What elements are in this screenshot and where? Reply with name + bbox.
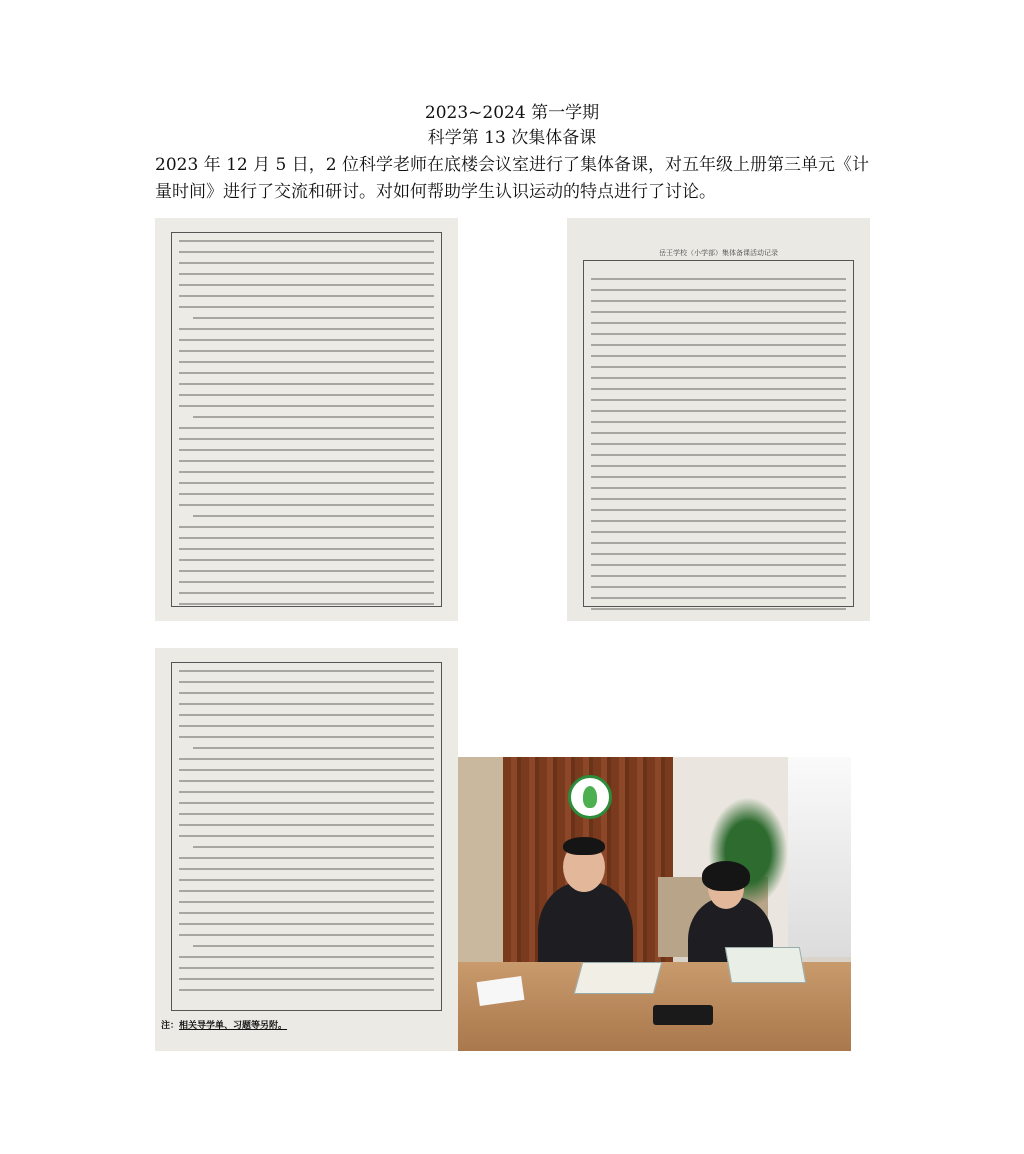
document-text-line (179, 681, 434, 683)
document-text-line (179, 295, 434, 297)
meeting-photo (458, 757, 851, 1051)
note-label: 注： (161, 1021, 180, 1031)
teacher-female-hair (702, 861, 750, 891)
document-photo-3 (155, 648, 458, 1051)
document-text-line (179, 251, 434, 253)
document-text-line (179, 603, 434, 605)
document-text-line (179, 813, 434, 815)
document-text-line (179, 339, 434, 341)
document-photo-1 (155, 218, 458, 621)
document-text-line (591, 366, 846, 368)
document-text-line (591, 333, 846, 335)
document-text-line (179, 306, 434, 308)
document-text-line (179, 383, 434, 385)
document-text-line (591, 421, 846, 423)
document-text-line (179, 350, 434, 352)
document-text-line (179, 923, 434, 925)
document-text-line (179, 791, 434, 793)
document-text-line (591, 278, 846, 280)
document-text-line (179, 780, 434, 782)
document-text-line (179, 559, 434, 561)
document-text-line (179, 857, 434, 859)
teacher-male-hair (563, 837, 605, 855)
document-text-line (591, 311, 846, 313)
document-text-line (591, 377, 846, 379)
document-text-line (591, 553, 846, 555)
document-text-line (193, 747, 434, 749)
document-text-line (179, 504, 434, 506)
document-text-line (179, 493, 434, 495)
document-page-frame (171, 232, 442, 607)
document-text-line (591, 487, 846, 489)
document-text-line (179, 758, 434, 760)
document-text-line (591, 597, 846, 599)
document-text-line (179, 736, 434, 738)
document-text-line (591, 443, 846, 445)
left-wall (458, 757, 503, 977)
document-text-line (179, 460, 434, 462)
document-text-line (179, 471, 434, 473)
document-text-line (591, 608, 846, 610)
document-text-line (193, 317, 434, 319)
document-text-line (179, 967, 434, 969)
document-text-line (179, 361, 434, 363)
document-text-line (179, 449, 434, 451)
document-text-line (591, 432, 846, 434)
document-text-line (591, 476, 846, 478)
document-text-line (179, 890, 434, 892)
document-text-line (179, 438, 434, 440)
document-text-line (179, 581, 434, 583)
book (574, 962, 663, 994)
document-text-line (179, 328, 434, 330)
note-content: 相关导学单、习题等另附。 (179, 1021, 288, 1031)
semester-title: 2023~2024 第一学期 (424, 103, 600, 123)
document-text-line (179, 692, 434, 694)
document-note (161, 1018, 287, 1031)
document-text-line (193, 846, 434, 848)
document-text-line (591, 531, 846, 533)
document-text-line (179, 989, 434, 991)
document-text-line (591, 355, 846, 357)
document-text-line (179, 284, 434, 286)
document-text-line (179, 405, 434, 407)
document-text-line (179, 725, 434, 727)
document-text-line (591, 322, 846, 324)
document-text-line (591, 399, 846, 401)
school-logo-icon (568, 775, 612, 819)
document-text-line (179, 482, 434, 484)
document-text-line (179, 670, 434, 672)
document-text-line (179, 802, 434, 804)
document-text-line (591, 520, 846, 522)
document-text-line (179, 273, 434, 275)
lesson-title: 科学第 13 次集体备课 (427, 128, 597, 148)
book (725, 947, 806, 983)
document-text-line (179, 824, 434, 826)
document-text-line (179, 912, 434, 914)
document-text-line (591, 575, 846, 577)
document-text-line (179, 879, 434, 881)
document-text-line (591, 300, 846, 302)
document-text-line (591, 388, 846, 390)
document-text-line (591, 465, 846, 467)
document-text-line (193, 416, 434, 418)
document-text-line (179, 427, 434, 429)
document-text-line (591, 586, 846, 588)
document-text-line (179, 835, 434, 837)
document-text-line (193, 515, 434, 517)
document-text-line (179, 537, 434, 539)
document-text-line (591, 498, 846, 500)
document-text-line (179, 956, 434, 958)
document-text-line (179, 714, 434, 716)
document-text-line (179, 394, 434, 396)
document-text-line (179, 934, 434, 936)
tablet (653, 1005, 713, 1025)
document-text-line (179, 769, 434, 771)
document-text-line (591, 509, 846, 511)
document-text-line (193, 945, 434, 947)
window (788, 757, 851, 957)
document-text-line (591, 564, 846, 566)
document-text-line (179, 570, 434, 572)
document-photo-2 (567, 218, 870, 621)
document-text-line (179, 703, 434, 705)
document-text-line (179, 526, 434, 528)
document-text-line (591, 289, 846, 291)
document-text-line (591, 410, 846, 412)
intro-paragraph: 2023 年 12 月 5 日，2 位科学老师在底楼会议室进行了集体备课，对五年级上册第三单元《计量时间》进行了交流和研讨。对如何帮助学生认识运动的特点进行了讨论。 (155, 155, 869, 202)
document-text-line (179, 372, 434, 374)
document-text-line (179, 548, 434, 550)
document-text-line (591, 344, 846, 346)
document-text-line (179, 868, 434, 870)
document-text-line (179, 978, 434, 980)
document-text-line (179, 240, 434, 242)
document-text-line (179, 592, 434, 594)
document-heading: 岳王学校（小学部）集体备课活动记录 (659, 249, 778, 257)
document-text-line (591, 454, 846, 456)
document-text-line (591, 542, 846, 544)
document-text-line (179, 262, 434, 264)
document-text-line (179, 901, 434, 903)
